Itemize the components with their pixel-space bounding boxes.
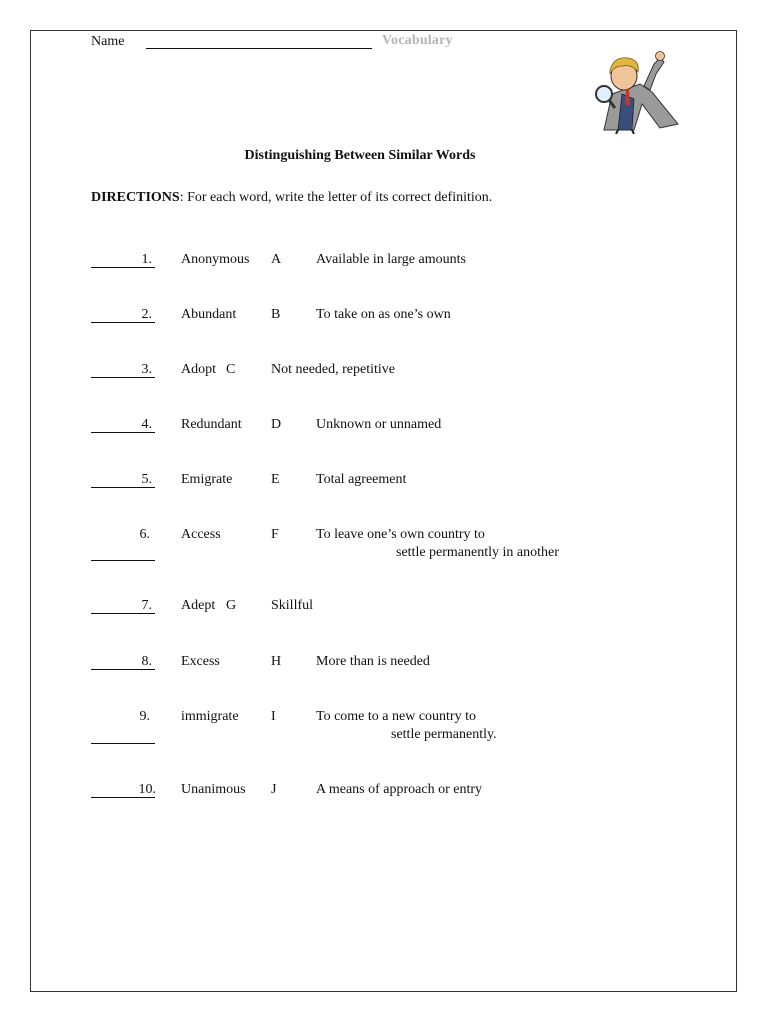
- definition-letter: C: [226, 362, 236, 377]
- answer-blank[interactable]: [91, 743, 155, 744]
- item-number: 4.: [141, 417, 152, 432]
- definition-letter: E: [271, 472, 280, 487]
- item-word: Abundant: [181, 307, 237, 322]
- item-word: Excess: [181, 654, 220, 669]
- item-word: Access: [181, 527, 221, 542]
- definition-text: To leave one’s own country to: [316, 527, 485, 542]
- definition-letter: J: [271, 782, 277, 797]
- definition-text: Unknown or unnamed: [316, 417, 442, 432]
- definition-text: Available in large amounts: [316, 252, 466, 267]
- name-blank-line[interactable]: [146, 48, 372, 49]
- definition-text-continued: settle permanently in another: [396, 545, 559, 560]
- definition-letter: G: [226, 598, 237, 613]
- item-word: immigrate: [181, 709, 239, 724]
- item-number: 5.: [141, 472, 152, 487]
- definition-letter: H: [271, 654, 282, 669]
- item-number: 3.: [141, 362, 152, 377]
- definition-text: Total agreement: [316, 472, 407, 487]
- item-word: Redundant: [181, 417, 242, 432]
- answer-blank[interactable]: [91, 560, 155, 561]
- definition-letter: I: [271, 709, 276, 724]
- item-word: Adopt: [181, 362, 216, 377]
- directions: [91, 190, 492, 206]
- definition-letter: A: [271, 252, 282, 267]
- definition-text: To take on as one’s own: [316, 307, 451, 322]
- item-number: 7.: [141, 598, 152, 613]
- item-number: 10.: [138, 782, 156, 797]
- item-word: Anonymous: [181, 252, 250, 267]
- item-number: 6.: [139, 527, 150, 542]
- item-word: Adept: [181, 598, 216, 613]
- definition-text: Skillful: [271, 598, 314, 613]
- definition-text: A means of approach or entry: [316, 782, 482, 797]
- definition-text: More than is needed: [316, 654, 430, 669]
- definition-text-continued: settle permanently.: [391, 727, 497, 742]
- item-number: 9.: [139, 709, 150, 724]
- directions-text: : For each word, write the letter of its correct definition.: [179, 190, 493, 205]
- worksheet-title: Distinguishing Between Similar Words: [244, 148, 476, 163]
- item-number: 2.: [141, 307, 152, 322]
- item-word: Emigrate: [181, 472, 233, 487]
- definition-letter: B: [271, 307, 281, 322]
- definition-letter: F: [271, 527, 279, 542]
- item-number: 1.: [141, 252, 152, 267]
- definition-text: To come to a new country to: [316, 709, 476, 724]
- definition-text: Not needed, repetitive: [271, 362, 396, 377]
- item-word: Unanimous: [181, 782, 246, 797]
- name-label: Name: [91, 34, 125, 49]
- page-border: [30, 30, 737, 992]
- subject-label: Vocabulary: [382, 33, 453, 48]
- definition-letter: D: [271, 417, 282, 432]
- item-number: 8.: [141, 654, 152, 669]
- detective-clipart-icon: [582, 44, 682, 134]
- directions-label: DIRECTIONS: [91, 190, 180, 205]
